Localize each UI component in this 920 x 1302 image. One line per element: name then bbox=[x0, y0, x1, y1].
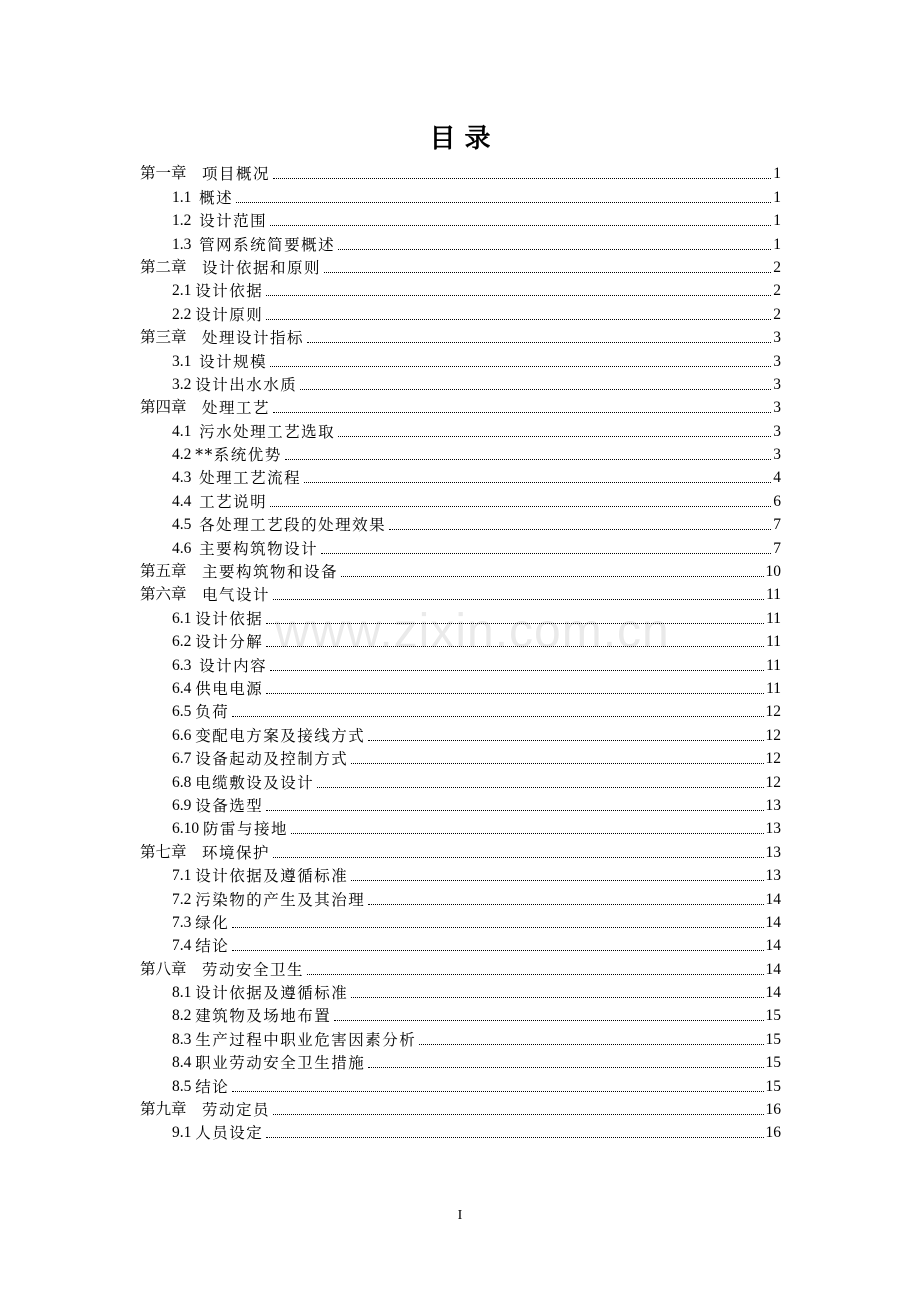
toc-entry-title: 结论 bbox=[195, 937, 230, 956]
toc-entry-number: 6.3 bbox=[172, 656, 200, 674]
toc-entry-number: 8.2 bbox=[172, 1007, 196, 1025]
toc-section-entry[interactable] bbox=[140, 885, 781, 908]
toc-dot-leader bbox=[266, 319, 771, 320]
toc-chapter-entry[interactable] bbox=[140, 160, 781, 183]
toc-section-entry[interactable] bbox=[140, 487, 781, 510]
toc-chapter-entry[interactable] bbox=[140, 324, 781, 347]
toc-dot-leader bbox=[285, 459, 771, 460]
toc-entry-page: 15 bbox=[765, 1030, 781, 1048]
toc-section-entry[interactable] bbox=[140, 932, 781, 955]
toc-section-entry[interactable] bbox=[140, 604, 781, 627]
toc-entry-page: 13 bbox=[765, 796, 781, 814]
toc-entry-title: 主要构筑物设计 bbox=[199, 539, 319, 558]
toc-dot-leader bbox=[232, 716, 763, 717]
toc-entry-title: 负荷 bbox=[195, 703, 230, 722]
toc-dot-leader bbox=[273, 599, 764, 600]
toc-dot-leader bbox=[273, 178, 771, 179]
toc-chapter-entry[interactable] bbox=[140, 558, 781, 581]
toc-section-entry[interactable] bbox=[140, 183, 781, 206]
toc-section-entry[interactable] bbox=[140, 628, 781, 651]
toc-entry-page: 3 bbox=[773, 375, 781, 393]
toc-entry-title: 设备起动及控制方式 bbox=[195, 750, 349, 769]
toc-entry-number: 第四章 bbox=[140, 399, 203, 417]
toc-entry-page: 12 bbox=[765, 703, 781, 721]
toc-entry-page: 11 bbox=[766, 586, 781, 604]
toc-entry-title: 设备选型 bbox=[195, 796, 264, 815]
toc-entry-title: 设计依据及遵循标准 bbox=[195, 984, 349, 1003]
toc-dot-leader bbox=[266, 295, 771, 296]
toc-dot-leader bbox=[266, 623, 764, 624]
toc-section-entry[interactable] bbox=[140, 534, 781, 557]
toc-entry-page: 3 bbox=[773, 399, 781, 417]
toc-chapter-entry[interactable] bbox=[140, 838, 781, 861]
toc-entry-number: 3.2 bbox=[172, 375, 196, 393]
toc-entry-page: 15 bbox=[765, 1077, 781, 1095]
toc-entry-number: 6.2 bbox=[172, 633, 196, 651]
toc-dot-leader bbox=[307, 974, 763, 975]
toc-entry-number: 第七章 bbox=[140, 843, 203, 861]
toc-entry-number: 7.1 bbox=[172, 867, 196, 885]
toc-entry-number: 8.4 bbox=[172, 1054, 196, 1072]
toc-entry-title: 职业劳动安全卫生措施 bbox=[195, 1054, 366, 1073]
toc-entry-title: 各处理工艺段的处理效果 bbox=[199, 516, 387, 535]
toc-dot-leader bbox=[273, 1114, 763, 1115]
toc-entry-number: 6.1 bbox=[172, 609, 196, 627]
toc-entry-number: 第八章 bbox=[140, 960, 203, 978]
toc-section-entry[interactable] bbox=[140, 371, 781, 394]
toc-entry-page: 11 bbox=[766, 633, 781, 651]
toc-chapter-entry[interactable] bbox=[140, 1096, 781, 1119]
toc-entry-title: 污染物的产生及其治理 bbox=[195, 890, 366, 909]
toc-dot-leader bbox=[270, 670, 764, 671]
toc-entry-title: 概述 bbox=[199, 188, 234, 207]
toc-dot-leader bbox=[232, 1091, 763, 1092]
toc-entry-page: 16 bbox=[765, 1124, 781, 1142]
toc-entry-title: 防雷与接地 bbox=[203, 820, 289, 839]
toc-entry-page: 3 bbox=[773, 446, 781, 464]
toc-entry-number: 2.1 bbox=[172, 282, 196, 300]
page-title: 目 录 bbox=[429, 124, 491, 154]
toc-section-entry[interactable] bbox=[140, 207, 781, 230]
toc-entry-title: 管网系统简要概述 bbox=[199, 235, 336, 254]
toc-chapter-entry[interactable] bbox=[140, 254, 781, 277]
toc-chapter-entry[interactable] bbox=[140, 955, 781, 978]
toc-entry-title: 人员设定 bbox=[195, 1124, 264, 1143]
toc-section-entry[interactable] bbox=[140, 347, 781, 370]
toc-dot-leader bbox=[266, 1137, 763, 1138]
toc-entry-page: 2 bbox=[773, 305, 781, 323]
toc-entry-page: 12 bbox=[765, 773, 781, 791]
toc-entry-title: 电缆敷设及设计 bbox=[195, 773, 315, 792]
toc-dot-leader bbox=[368, 1067, 763, 1068]
toc-entry-page: 3 bbox=[773, 422, 781, 440]
toc-entry-number: 7.3 bbox=[172, 913, 196, 931]
toc-section-entry[interactable] bbox=[140, 909, 781, 932]
toc-entry-page: 7 bbox=[773, 516, 781, 534]
toc-entry-page: 10 bbox=[765, 563, 781, 581]
toc-entry-number: 4.4 bbox=[172, 492, 200, 510]
toc-entry-title: 设计依据 bbox=[195, 609, 264, 628]
toc-entry-page: 11 bbox=[766, 609, 781, 627]
toc-entry-page: 13 bbox=[765, 867, 781, 885]
toc-entry-page: 1 bbox=[773, 235, 781, 253]
toc-entry-title: 处理工艺 bbox=[202, 399, 271, 418]
toc-dot-leader bbox=[273, 412, 771, 413]
toc-entry-page: 3 bbox=[773, 329, 781, 347]
toc-dot-leader bbox=[341, 576, 763, 577]
toc-section-entry[interactable] bbox=[140, 1119, 781, 1142]
toc-section-entry[interactable] bbox=[140, 675, 781, 698]
toc-entry-title: 变配电方案及接线方式 bbox=[195, 726, 366, 745]
toc-entry-page: 15 bbox=[765, 1054, 781, 1072]
toc-section-entry[interactable] bbox=[140, 1072, 781, 1095]
toc-entry-title: 供电电源 bbox=[195, 679, 264, 698]
toc-entry-number: 6.9 bbox=[172, 796, 196, 814]
toc-entry-page: 12 bbox=[765, 726, 781, 744]
toc-section-entry[interactable] bbox=[140, 417, 781, 440]
toc-entry-number: 3.1 bbox=[172, 352, 200, 370]
toc-entry-title: 绿化 bbox=[195, 913, 230, 932]
watermark: www.zixin.com.cn bbox=[275, 605, 670, 658]
toc-dot-leader bbox=[317, 787, 763, 788]
toc-section-entry[interactable] bbox=[140, 441, 781, 464]
toc-entry-number: 第二章 bbox=[140, 258, 203, 276]
toc-entry-number: 第六章 bbox=[140, 586, 203, 604]
toc-section-entry[interactable] bbox=[140, 1002, 781, 1025]
toc-dot-leader bbox=[338, 249, 771, 250]
toc-entry-page: 3 bbox=[773, 352, 781, 370]
toc-entry-title: 结论 bbox=[195, 1077, 230, 1096]
toc-dot-leader bbox=[232, 950, 763, 951]
page-number: I bbox=[457, 1208, 463, 1223]
toc-chapter-entry[interactable] bbox=[140, 581, 781, 604]
toc-dot-leader bbox=[266, 810, 763, 811]
toc-dot-leader bbox=[304, 482, 771, 483]
toc-section-entry[interactable] bbox=[140, 1025, 781, 1048]
toc-dot-leader bbox=[351, 997, 763, 998]
toc-dot-leader bbox=[266, 646, 764, 647]
toc-entry-title: 项目概况 bbox=[202, 165, 271, 184]
toc-dot-leader bbox=[273, 857, 763, 858]
toc-dot-leader bbox=[324, 272, 771, 273]
toc-entry-title: 电气设计 bbox=[202, 586, 271, 605]
toc-entry-number: 7.4 bbox=[172, 937, 196, 955]
toc-entry-page: 2 bbox=[773, 258, 781, 276]
toc-dot-leader bbox=[307, 342, 771, 343]
toc-entry-title: 设计依据和原则 bbox=[202, 258, 322, 277]
table-of-contents bbox=[140, 160, 781, 1142]
toc-entry-number: 8.5 bbox=[172, 1077, 196, 1095]
toc-section-entry[interactable] bbox=[140, 698, 781, 721]
toc-dot-leader bbox=[270, 506, 771, 507]
toc-entry-number: 6.10 bbox=[172, 820, 203, 838]
toc-entry-number: 2.2 bbox=[172, 305, 196, 323]
toc-entry-title: 处理设计指标 bbox=[202, 329, 305, 348]
toc-entry-page: 14 bbox=[765, 937, 781, 955]
toc-section-entry[interactable] bbox=[140, 651, 781, 674]
toc-dot-leader bbox=[270, 225, 771, 226]
toc-entry-page: 15 bbox=[765, 1007, 781, 1025]
toc-entry-title: **系统优势 bbox=[195, 446, 282, 465]
toc-entry-title: 建筑物及场地布置 bbox=[195, 1007, 332, 1026]
toc-entry-number: 4.2 bbox=[172, 446, 196, 464]
toc-dot-leader bbox=[321, 553, 771, 554]
toc-dot-leader bbox=[270, 366, 771, 367]
toc-entry-title: 工艺说明 bbox=[199, 492, 268, 511]
toc-dot-leader bbox=[300, 389, 771, 390]
toc-entry-number: 9.1 bbox=[172, 1124, 196, 1142]
toc-entry-page: 14 bbox=[765, 913, 781, 931]
toc-entry-page: 1 bbox=[773, 188, 781, 206]
toc-entry-title: 设计依据 bbox=[195, 282, 264, 301]
toc-dot-leader bbox=[266, 693, 764, 694]
toc-entry-page: 14 bbox=[765, 890, 781, 908]
toc-entry-page: 14 bbox=[765, 960, 781, 978]
toc-entry-page: 4 bbox=[773, 469, 781, 487]
toc-entry-title: 设计内容 bbox=[199, 656, 268, 675]
toc-entry-number: 7.2 bbox=[172, 890, 196, 908]
toc-entry-number: 第五章 bbox=[140, 563, 203, 581]
toc-section-entry[interactable] bbox=[140, 768, 781, 791]
toc-entry-title: 主要构筑物和设备 bbox=[202, 563, 339, 582]
toc-entry-title: 设计出水水质 bbox=[195, 375, 298, 394]
toc-entry-number: 4.6 bbox=[172, 539, 200, 557]
toc-dot-leader bbox=[338, 436, 771, 437]
toc-entry-number: 6.8 bbox=[172, 773, 196, 791]
toc-dot-leader bbox=[236, 202, 771, 203]
toc-entry-page: 1 bbox=[773, 212, 781, 230]
toc-entry-number: 1.3 bbox=[172, 235, 200, 253]
toc-entry-number: 6.4 bbox=[172, 679, 196, 697]
toc-entry-number: 1.2 bbox=[172, 212, 200, 230]
toc-section-entry[interactable] bbox=[140, 464, 781, 487]
toc-entry-page: 16 bbox=[765, 1101, 781, 1119]
toc-entry-page: 2 bbox=[773, 282, 781, 300]
toc-section-entry[interactable] bbox=[140, 1049, 781, 1072]
toc-entry-number: 1.1 bbox=[172, 188, 200, 206]
toc-entry-number: 4.5 bbox=[172, 516, 200, 534]
toc-entry-page: 11 bbox=[766, 679, 781, 697]
toc-dot-leader bbox=[334, 1020, 763, 1021]
toc-entry-number: 第一章 bbox=[140, 165, 203, 183]
toc-section-entry[interactable] bbox=[140, 979, 781, 1002]
toc-section-entry[interactable] bbox=[140, 511, 781, 534]
toc-entry-title: 设计依据及遵循标准 bbox=[195, 867, 349, 886]
toc-dot-leader bbox=[351, 880, 763, 881]
toc-entry-title: 处理工艺流程 bbox=[199, 469, 302, 488]
toc-entry-title: 设计分解 bbox=[195, 633, 264, 652]
toc-section-entry[interactable] bbox=[140, 300, 781, 323]
toc-entry-number: 6.5 bbox=[172, 703, 196, 721]
toc-dot-leader bbox=[389, 529, 771, 530]
toc-section-entry[interactable] bbox=[140, 745, 781, 768]
toc-section-entry[interactable] bbox=[140, 815, 781, 838]
toc-section-entry[interactable] bbox=[140, 721, 781, 744]
toc-entry-number: 6.7 bbox=[172, 750, 196, 768]
toc-entry-page: 1 bbox=[773, 165, 781, 183]
toc-entry-page: 7 bbox=[773, 539, 781, 557]
toc-section-entry[interactable] bbox=[140, 277, 781, 300]
toc-entry-page: 13 bbox=[765, 843, 781, 861]
toc-entry-number: 第三章 bbox=[140, 329, 203, 347]
toc-entry-title: 劳动安全卫生 bbox=[202, 960, 305, 979]
toc-entry-title: 污水处理工艺选取 bbox=[199, 422, 336, 441]
toc-dot-leader bbox=[419, 1044, 763, 1045]
toc-entry-number: 6.6 bbox=[172, 726, 196, 744]
toc-entry-page: 6 bbox=[773, 492, 781, 510]
toc-chapter-entry[interactable] bbox=[140, 394, 781, 417]
toc-section-entry[interactable] bbox=[140, 230, 781, 253]
toc-entry-page: 11 bbox=[766, 656, 781, 674]
toc-entry-page: 13 bbox=[765, 820, 781, 838]
toc-entry-title: 生产过程中职业危害因素分析 bbox=[195, 1030, 417, 1049]
toc-dot-leader bbox=[368, 740, 763, 741]
toc-entry-title: 环境保护 bbox=[202, 843, 271, 862]
toc-entry-number: 4.3 bbox=[172, 469, 200, 487]
toc-dot-leader bbox=[368, 904, 763, 905]
toc-entry-number: 4.1 bbox=[172, 422, 200, 440]
toc-dot-leader bbox=[232, 927, 763, 928]
toc-entry-title: 设计规模 bbox=[199, 352, 268, 371]
toc-entry-page: 12 bbox=[765, 750, 781, 768]
toc-entry-page: 14 bbox=[765, 984, 781, 1002]
toc-entry-title: 设计原则 bbox=[195, 305, 264, 324]
toc-section-entry[interactable] bbox=[140, 792, 781, 815]
toc-dot-leader bbox=[291, 833, 763, 834]
toc-entry-number: 第九章 bbox=[140, 1101, 203, 1119]
toc-section-entry[interactable] bbox=[140, 862, 781, 885]
toc-entry-title: 设计范围 bbox=[199, 212, 268, 231]
toc-entry-number: 8.1 bbox=[172, 984, 196, 1002]
toc-entry-number: 8.3 bbox=[172, 1030, 196, 1048]
toc-dot-leader bbox=[351, 763, 763, 764]
toc-entry-title: 劳动定员 bbox=[202, 1101, 271, 1120]
